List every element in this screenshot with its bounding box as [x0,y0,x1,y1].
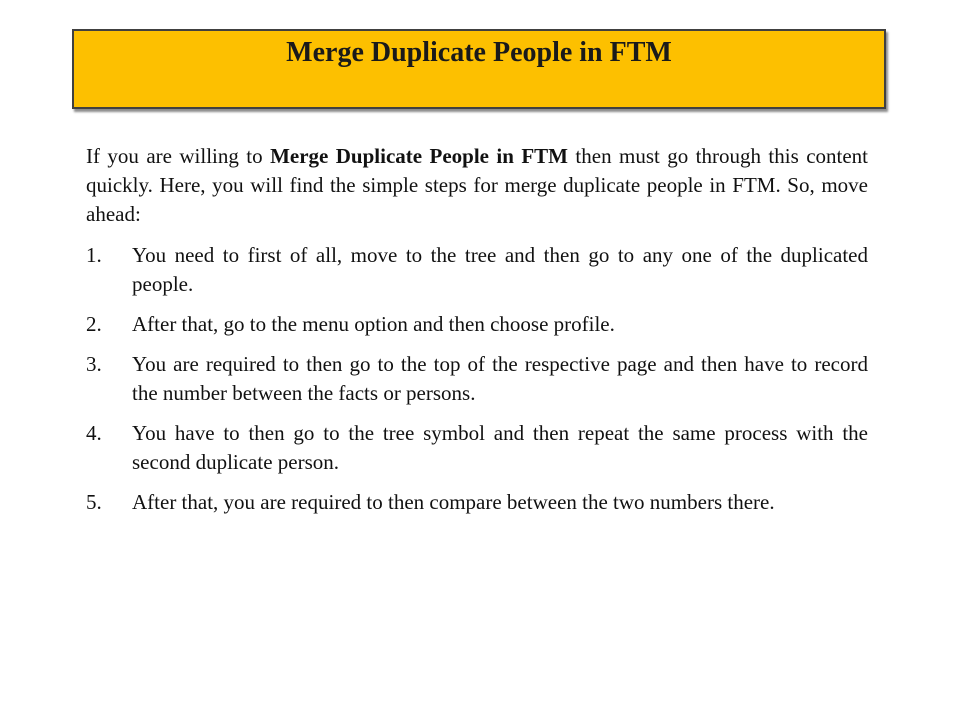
steps-list [86,241,868,517]
step-text: You need to first of all, move to the tree and then go to any one of the duplicated people. [132,243,868,296]
list-item [86,241,868,299]
slide-title: Merge Duplicate People in FTM [286,37,672,68]
step-text: You have to then go to the tree symbol and then repeat the same process with the second duplicate person. [132,421,868,474]
slide-content [86,142,868,528]
list-item [86,310,868,339]
step-text: After that, go to the menu option and then choose profile. [132,312,615,336]
step-number: 2. [86,312,102,336]
step-number: 5. [86,490,102,514]
step-number: 1. [86,243,102,267]
list-item [86,350,868,408]
step-number: 4. [86,421,102,445]
intro-text-after: then must go through this content quickly. Here, you will find the simple steps for merge duplicate people in FTM. So, move ahead: [86,144,869,226]
list-item [86,419,868,477]
step-text: After that, you are required to then compare between the two numbers there. [132,490,775,514]
title-box [72,29,886,109]
intro-text-before: If you are willing to [86,144,271,168]
intro-text-bold: Merge Duplicate People in FTM [270,144,569,168]
step-number: 3. [86,352,102,376]
step-text: You are required to then go to the top of the respective page and then have to record the number between the facts or persons. [132,352,868,405]
intro-paragraph [86,142,868,229]
list-item [86,488,868,517]
